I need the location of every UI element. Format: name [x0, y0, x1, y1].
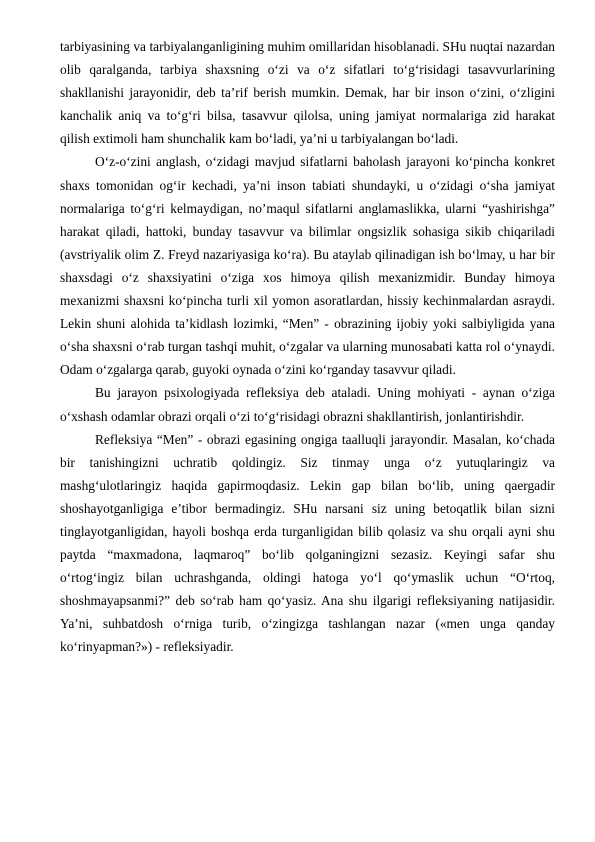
- document-page: [60, 35, 555, 659]
- paragraph-self-awareness: O‘z-o‘zini anglash, o‘zidagi mavjud sifatlarni baholash jarayoni ko‘pincha konkret shaxs tomonidan og‘ir kechadi, ya’ni inson tabiati shundayki, u o‘zidagi o‘sha jamiyat normalariga to‘g‘ri kelmaydigan, no’maqul sifatlarni anglamaslikka, ularni “yashirishga” harakat qiladi, hattoki, bunday tasavvur va bilimlar ongsizlik sohasiga sikib chiqariladi (avstriyalik olim Z. Freyd nazariyasiga ko‘ra). Bu ataylab qilinadigan ish bo‘lmay, u har bir shaxsdagi o‘z shaxsiyatini o‘ziga xos himoya qilish mexanizmidir. Bunday himoya mexanizmi shaxsni ko‘pincha turli xil yomon asoratlardan, hissiy kechinmalardan asraydi. Lekin shuni alohida ta’kidlash lozimki, “Men” - obrazining ijobiy yoki salbiyligida yana o‘sha shaxsni o‘rab turgan tashqi muhit, o‘zgalar va ularning munosabati katta rol o‘ynaydi. Odam o‘zgalarga qarab, guyoki oynada o‘zini ko‘rganday tasavvur qiladi.: [60, 154, 555, 378]
- paragraph-reflection-definition: Bu jarayon psixologiyada refleksiya deb ataladi. Uning mohiyati - aynan o‘ziga o‘xshash odamlar obrazi orqali o‘zi to‘g‘risidagi obrazni shakllantirish, jonlantirishdir.: [60, 385, 555, 424]
- paragraph-reflection-example: Refleksiya “Men” - obrazi egasining ongiga taalluqli jarayondir. Masalan, ko‘chada bir tanishingizni uchratib qoldingiz. Siz tinmay unga o‘z yutuqlaringiz va mashg‘ulotlaringiz haqida gapirmoqdasiz. Lekin gap bilan bo‘lib, uning qaergadir shoshayotganligiga e’tibor bermadingiz. SHu narsani siz uning betoqatlik bilan sizni tinglayotganligidan, hayoli boshqa erda turganligidan bilib qolasiz va shu orqali ayni shu paytda “maxmadona, laqmaroq” bo‘lib qolganingizni sezasiz. Keyingi safar shu o‘rtog‘ingiz bilan uchrashganda, oldingi hatoga yo‘l qo‘ymaslik uchun “O‘rtoq, shoshmayapsanmi?” deb so‘rab ham qo‘yasiz. Ana shu ilgarigi refleksiyaning natijasidir. Ya’ni, suhbatdosh o‘rniga turib, o‘zingizga tashlangan nazar («men unga qanday ko‘rinyapman?») - refleksiyadir.: [60, 431, 555, 655]
- paragraph-continuation: tarbiyasining va tarbiyalanganligining muhim omillaridan hisoblanadi. SHu nuqtai nazardan olib qaralganda, tarbiya shaxsning o‘zi va o‘z sifatlari to‘g‘risidagi tasavvurlarining shakllanishi jarayonidir, deb ta’rif berish mumkin. Demak, har bir inson o‘zini, o‘zligini kanchalik aniq va to‘g‘ri bilsa, tasavvur qilolsa, uning jamiyat normalariga zid harakat qilish extimoli ham shunchalik kam bo‘ladi, ya’ni u tarbiyalangan bo‘ladi.: [60, 39, 555, 147]
